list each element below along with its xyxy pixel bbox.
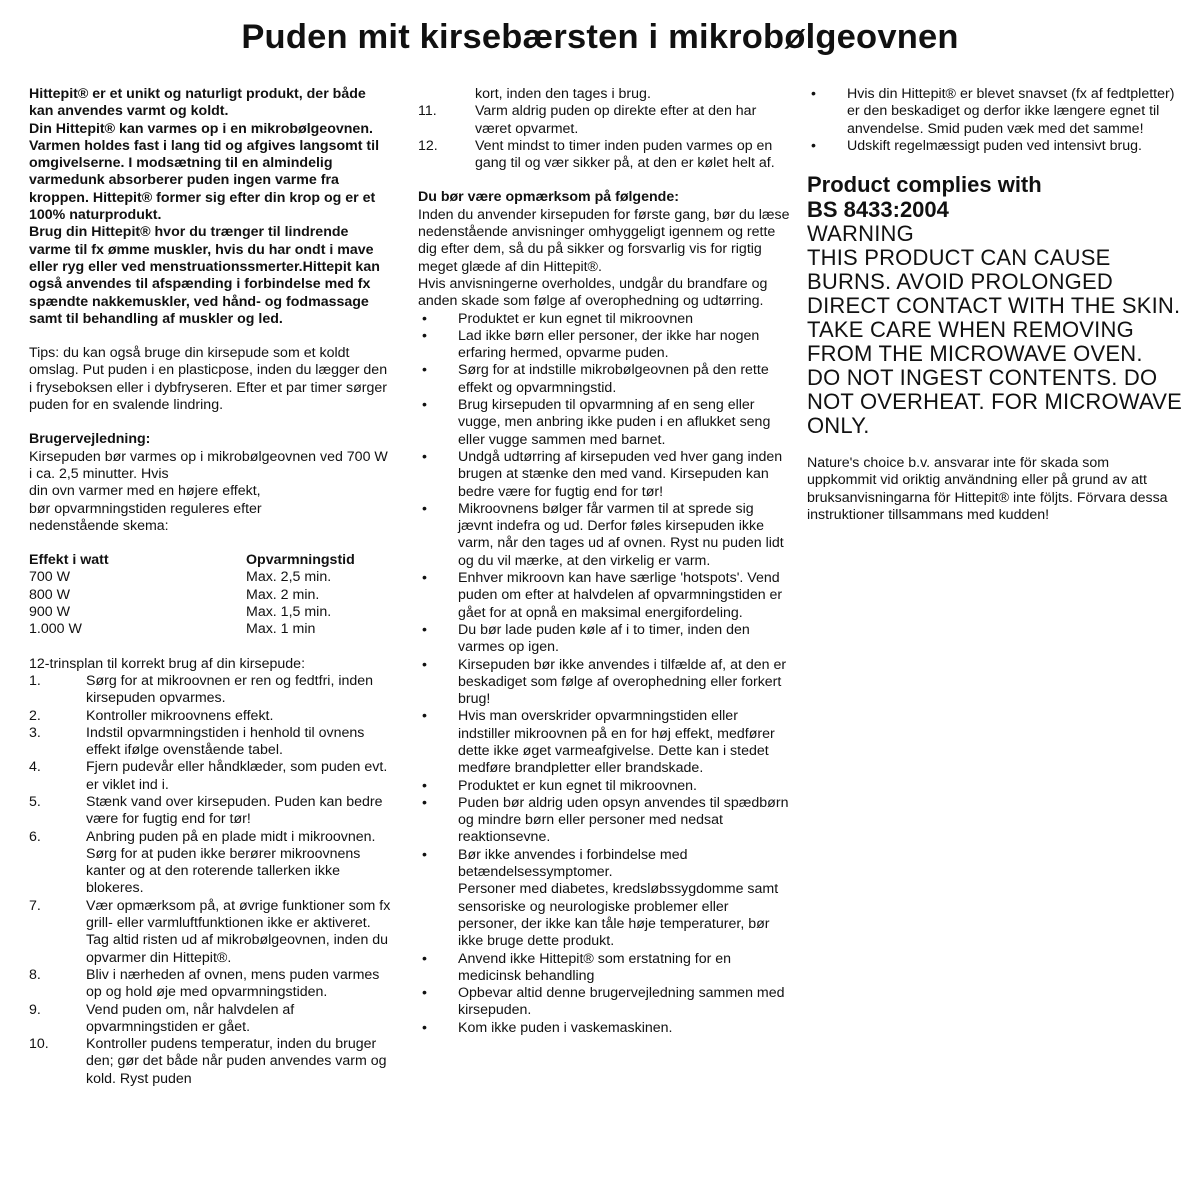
bullet-marker: •: [422, 570, 427, 587]
list-item: [29, 794, 394, 829]
table-row: [29, 587, 394, 604]
bullet-marker: •: [422, 656, 427, 673]
guide-text: Kirsepuden bør varmes op i mikrobølgeovnen ved 700 W i ca. 2,5 minutter. Hvis din ovn varmer med en højere effekt, bør opvarmningstiden reguleres efter nedenstående skema:: [29, 448, 388, 534]
bullet-text: Kirsepuden bør ikke anvendes i tilfælde af, at den er beskadiget som følge af overophedning eller forkert brug!: [458, 656, 787, 708]
step-number: 10.: [29, 1036, 49, 1053]
bullet-marker: •: [422, 448, 427, 465]
step-text: Varm aldrig puden op direkte efter at den har været opvarmet.: [475, 103, 757, 137]
column-right: [807, 86, 1182, 524]
bullet-marker: •: [811, 86, 816, 102]
power-cell: 700 W: [29, 569, 71, 586]
list-item: [418, 795, 790, 847]
bullet-marker: •: [811, 137, 816, 154]
bullet-marker: •: [422, 777, 427, 794]
bullet-text: Hvis man overskrider opvarmningstiden eller indstiller mikroovnen på en for høj effekt, medfører dette ikke øget varmeafgivelse. Dette kan i stedet medføre brandpletter eller brandskade.: [458, 708, 775, 777]
step-number: 3.: [29, 724, 41, 741]
power-cell: 800 W: [29, 586, 71, 603]
time-column-header: Opvarmningstid: [246, 552, 355, 569]
list-item: [29, 759, 394, 794]
bullet-marker: •: [422, 362, 427, 379]
table-row: [29, 621, 394, 638]
list-item: [418, 951, 790, 986]
list-item: [807, 86, 1182, 138]
bullet-text: Mikroovnens bølger får varmen til at sprede sig jævnt indefra og ud. Derfor føles kirsepuden ikke varm, når den tages ud af ovnen. Ryst nu puden lidt og du vil mærke, at den virkelig er varm.: [458, 500, 784, 569]
steps-list-continued: [418, 103, 790, 172]
time-cell: Max. 1 min: [246, 621, 316, 638]
step-text: Sørg for at mikroovnen er ren og fedtfri, inden kirsepuden opvarmes.: [86, 672, 374, 707]
list-item: [418, 657, 790, 709]
step-number: 12.: [418, 137, 438, 154]
bullet-text: Sørg for at indstille mikrobølgeovnen på den rette effekt og opvarmningstid.: [458, 362, 769, 396]
list-item: [418, 501, 790, 570]
list-item: [29, 1036, 394, 1088]
power-column-header: Effekt i watt: [29, 552, 109, 569]
list-item: [418, 1020, 790, 1037]
list-item: [418, 138, 790, 173]
page-title: Puden mit kirsebærsten i mikrobølgeovnen: [241, 18, 959, 56]
tips-text: Tips: du kan også bruge din kirsepude som et koldt omslag. Put puden i en plasticpose, inden du lægger den i fryseboksen eller i dybfryseren. Efter et par timer sørger puden for en svalende lindring.: [29, 345, 388, 414]
list-item: [418, 103, 790, 138]
power-table-header: [29, 552, 394, 569]
steps-list: [29, 673, 394, 1088]
bullet-text: Hvis din Hittepit® er blevet snavset (fx af fedtpletter) er den beskadiget og derfor ikke længere egnet til anvendelse. Smid puden væk med det samme!: [847, 86, 1175, 137]
time-cell: Max. 1,5 min.: [246, 604, 332, 621]
step-number: 2.: [29, 707, 41, 724]
step-text: Kontroller mikroovnens effekt.: [86, 707, 274, 724]
time-cell: Max. 2 min.: [246, 586, 320, 603]
step-text: Bliv i nærheden af ovnen, mens puden varmes op og hold øje med opvarmningstiden.: [86, 966, 380, 1001]
power-cell: 1.000 W: [29, 621, 82, 638]
list-item: [29, 725, 394, 760]
step-number: 11.: [418, 103, 437, 120]
bullet-marker: •: [422, 1019, 427, 1036]
list-item: [418, 778, 790, 795]
bullet-text: Bør ikke anvendes i forbindelse med betændelsessymptomer. Personer med diabetes, kredsløbssygdomme samt sensoriske og neurologiske problemer eller personer, der ikke kan tåle høje temperaturer, bør ikke bruge dette produkt.: [458, 846, 779, 950]
bullet-marker: •: [422, 846, 427, 863]
list-item: [807, 138, 1182, 155]
bullet-marker: •: [422, 500, 427, 517]
step-number: 7.: [29, 897, 41, 914]
step-text: Vend puden om, når halvdelen af opvarmningstiden er gået.: [86, 1001, 295, 1035]
bullet-text: Produktet er kun egnet til mikroovnen.: [458, 777, 697, 794]
step-number: 5.: [29, 793, 41, 810]
list-item: [29, 673, 394, 708]
column-left: [29, 86, 394, 1088]
attention-heading: Du bør være opmærksom på følgende:: [418, 189, 679, 206]
bullet-text: Kom ikke puden i vaskemaskinen.: [458, 1019, 673, 1036]
bullet-text: Udskift regelmæssigt puden ved intensivt brug.: [847, 137, 1142, 154]
bullet-text: Enhver mikroovn kan have særlige 'hotspots'. Vend puden om efter at halvdelen af opvarmningstiden er gået for at opnå en maksimal energifordeling.: [458, 570, 783, 621]
safety-bullet-list: [418, 311, 790, 1037]
bullet-text: Produktet er kun egnet til mikroovnen: [458, 310, 694, 327]
step-number: 1.: [29, 672, 41, 689]
bullet-marker: •: [422, 327, 427, 344]
list-item: [29, 898, 394, 967]
step-number: 8.: [29, 966, 41, 983]
bullet-text: Puden bør aldrig uden opsyn anvendes til spædbørn og mindre børn eller personer med nedsat reaktionsevne.: [458, 794, 789, 846]
bullet-marker: •: [422, 794, 427, 811]
warning-text: WARNING THIS PRODUCT CAN CAUSE BURNS. AVOID PROLONGED DIRECT CONTACT WITH THE SKIN. TAKE CARE WHEN REMOVING FROM THE MICROWAVE OVEN. DO NOT INGEST CONTENTS. DO NOT OVERHEAT. FOR MICROWAVE ONLY.: [807, 221, 1182, 439]
step-text: Stænk vand over kirsepuden. Puden kan bedre være for fugtig end for tør!: [86, 793, 383, 828]
attention-text: Inden du anvender kirsepuden for første gang, bør du læse nedenstående anvisninger omhyggeligt igennem og rette dig efter dem, så du på sikker og forsvarlig vis for rigtig meget glæde af din Hittepit®. Hvis anvisningerne overholdes, undgår du brandfare og anden skade som følge af overophedning og udtørring.: [418, 206, 790, 310]
plan-heading: 12-trinsplan til korrekt brug af din kirsepude:: [29, 655, 306, 672]
list-item: [29, 829, 394, 898]
list-item: [29, 708, 394, 725]
list-item: [418, 311, 790, 328]
bullet-marker: •: [422, 621, 427, 638]
intro-text: Hittepit® er et unikt og naturligt produkt, der både kan anvendes varmt og koldt. Din Hittepit® kan varmes op i en mikrobølgeovnen. Varmen holdes fast i lang tid og afgives langsomt til omgivelserne. I modsætning til en almindelig varmedunk absorberer puden ingen varme fra kroppen. Hittepit® former sig efter din krop og er et 100% naturprodukt. Brug din Hittepit® hvor du trænger til lindrende varme til fx ømme muskler, hvis du har ondt i mave eller ryg eller ved menstruationssmerter.Hittepit kan også anvendes til afspænding i forbindelse med fx spændte nakkemuskler, ved hånd- og fodmassage samt til behandling af muskler og led.: [29, 86, 380, 327]
bullet-text: Opbevar altid denne brugervejledning sammen med kirsepuden.: [458, 985, 785, 1019]
extra-bullet-list: [807, 86, 1182, 155]
step-text: Vent mindst to timer inden puden varmes op en gang til og vær sikker på, at den er kølet helt af.: [475, 137, 775, 172]
step-number: 6.: [29, 828, 41, 845]
step-number: 4.: [29, 759, 41, 776]
bullet-marker: •: [422, 950, 427, 967]
bullet-marker: •: [422, 985, 427, 1002]
bullet-marker: •: [422, 708, 427, 725]
compliance-heading: Product complies with BS 8433:2004: [807, 172, 1042, 223]
bullet-marker: •: [422, 310, 427, 327]
table-row: [29, 569, 394, 586]
step-number: 9.: [29, 1001, 41, 1018]
time-cell: Max. 2,5 min.: [246, 569, 332, 586]
step-text: Anbring puden på en plade midt i mikroovnen. Sørg for at puden ikke berører mikroovnens kanter og at den roterende tallerken ikke blokeres.: [86, 828, 376, 897]
power-cell: 900 W: [29, 604, 71, 621]
list-item: [418, 570, 790, 622]
guide-heading: Brugervejledning:: [29, 431, 151, 448]
bullet-marker: •: [422, 397, 427, 414]
list-item: [418, 985, 790, 1020]
list-item: [418, 397, 790, 449]
list-item: [418, 362, 790, 397]
list-item: [418, 847, 790, 951]
step-text: Vær opmærksom på, at øvrige funktioner som fx grill- eller varmluftfunktionen ikke er aktiveret. Tag altid risten ud af mikrobølgeovnen, inden du opvarmer din Hittepit®.: [86, 897, 391, 966]
list-item: [418, 328, 790, 363]
step-text: Indstil opvarmningstiden i henhold til ovnens effekt ifølge ovenstående tabel.: [86, 724, 365, 759]
step-text: Fjern pudevår eller håndklæder, som puden evt. er viklet ind i.: [86, 759, 388, 793]
list-item: [418, 449, 790, 501]
disclaimer-text: Nature's choice b.v. ansvarar inte för skada som uppkommit vid oriktig användning eller på grund av att bruksanvisningarna för Hittepit® inte följts. Förvara dessa instruktioner tillsammans med kudden!: [807, 455, 1168, 524]
list-item: [29, 967, 394, 1002]
list-item: [29, 1002, 394, 1037]
bullet-text: Brug kirsepuden til opvarmning af en seng eller vugge, men anbring ikke puden i en aflukket seng eller vugge sammen med barnet.: [458, 397, 771, 448]
bullet-text: Du bør lade puden køle af i to timer, inden den varmes op igen.: [458, 621, 750, 656]
table-row: [29, 604, 394, 621]
bullet-text: Lad ikke børn eller personer, der ikke har nogen erfaring hermed, opvarme puden.: [458, 327, 760, 362]
list-item: [418, 622, 790, 657]
bullet-text: Anvend ikke Hittepit® som erstatning for en medicinsk behandling: [458, 950, 732, 984]
list-item: [418, 708, 790, 777]
step-continuation: kort, inden den tages i brug.: [475, 86, 651, 102]
column-middle: [418, 86, 790, 1037]
bullet-text: Undgå udtørring af kirsepuden ved hver gang inden brugen at stænke den med vand. Kirsepuden kan bedre være for fugtig end for tør!: [458, 448, 783, 500]
step-text: Kontroller pudens temperatur, inden du bruger den; gør det både når puden anvendes varm og kold. Ryst puden: [86, 1036, 387, 1087]
